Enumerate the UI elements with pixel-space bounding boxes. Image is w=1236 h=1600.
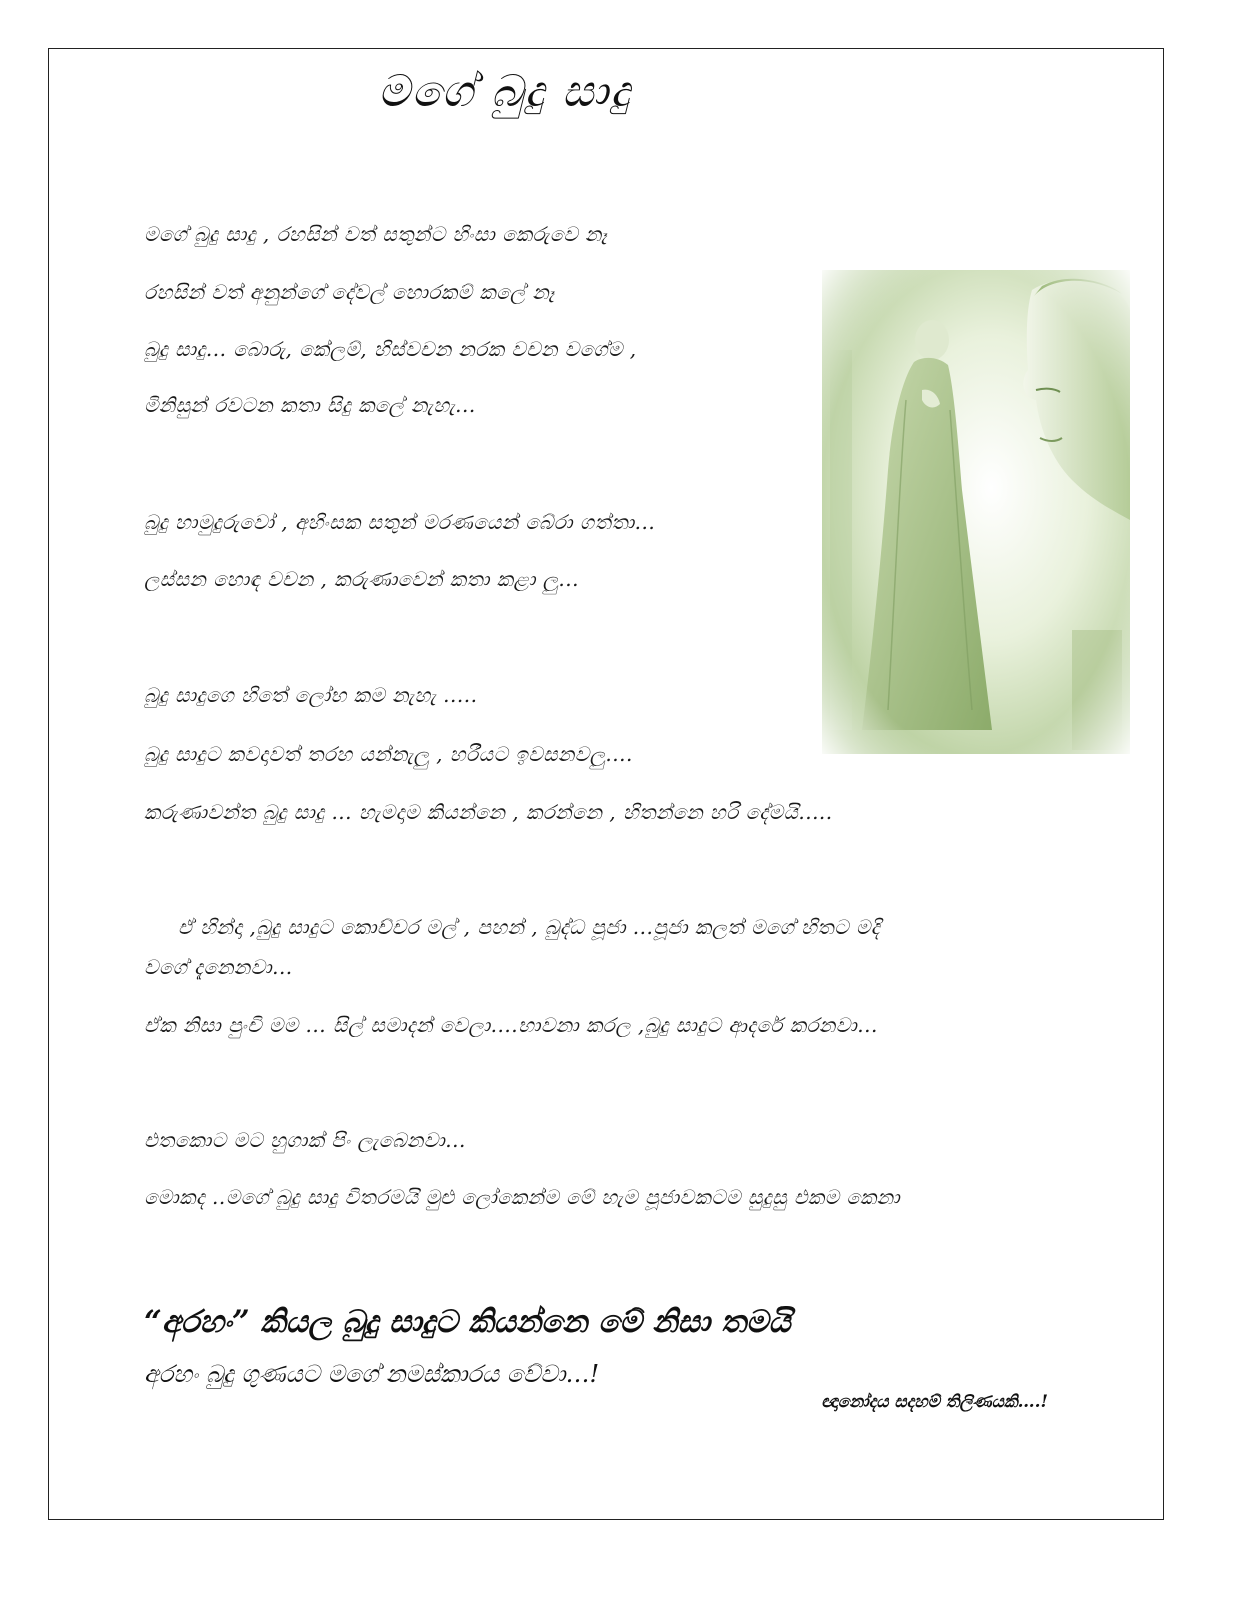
text-line: එතකොට මට හුගාක් පිං ලැබෙනවා... bbox=[144, 1128, 466, 1152]
buddha-monk-illustration bbox=[822, 270, 1130, 754]
buddha-monk-image bbox=[822, 270, 1130, 754]
text-line: මිනිසුන් රවටන කතා සිදු කලේ නැහැ... bbox=[144, 393, 476, 417]
text-line: මොකද ..මගේ බුදු සාදු විතරමයි මුළු ලෝකෙන්ම මේ හැම පූජාවකටම සුදුසු එකම කෙනා bbox=[144, 1185, 901, 1209]
text-line: මගේ බුදු සාදු , රහසින් වත් සතුන්ට හිංසා කෙරුවෙ නෑ bbox=[144, 222, 608, 246]
text-line: වගේ දැනෙනවා... bbox=[144, 955, 293, 979]
text-line: රහසින් වත් අනුන්ගේ දේවල් හොරකම් කලේ නෑ bbox=[144, 280, 555, 304]
dedication-line: අරහං බුදු ගුණයට මගේ නමස්කාරය වේවා…! bbox=[144, 1360, 600, 1388]
text-line: බුදු සාදු... බොරු, කේලම්, හිස්වචන නරක වචන වගේම , bbox=[144, 337, 637, 361]
text-line: ඒ හින්දා ,බුදු සාදුට කොච්චර මල් , පහන් , බුද්ධ පූජා ...පූජා කලත් මගේ හිතට මදි bbox=[178, 915, 881, 939]
signature: ඥානෝදය සදහම් තිලිණයකි….! bbox=[821, 1392, 1048, 1412]
text-line: බුදු සාදුගෙ හිතේ ලෝභ කම නැහැ ..... bbox=[144, 683, 478, 707]
text-line: ලස්සන හොඳ වචන , කරුණාවෙන් කතා කළා ලු... bbox=[144, 567, 579, 591]
text-line: බුදු හාමුදුරුවෝ , අහිංසක සතුන් මරණයෙන් බේරා ගත්තා... bbox=[144, 510, 656, 534]
page-title: මගේ බුදු සාදු bbox=[378, 66, 632, 117]
page-border bbox=[48, 48, 1164, 1520]
text-line: ඒක නිසා පුංචි මම ... සිල් සමාදන් වෙලා....භාවනා කරල ,බුදු සාදුට ආදරේ කරනවා... bbox=[144, 1013, 878, 1037]
text-line: බුදු සාදුට කවදාවත් තරහ යන්නැලු , හරීයට ඉවසනවලු.... bbox=[144, 742, 633, 766]
emphasis-line: “අරහං” කියල බුදු සාදුට කියන්නෙ මේ නිසා තමයි bbox=[144, 1304, 791, 1340]
text-line: කරුණාවන්ත බුදු සාදු ... හැමදාම කියන්නෙ , කරන්නෙ , හිතන්නෙ හරි දේමයි..... bbox=[144, 800, 833, 824]
